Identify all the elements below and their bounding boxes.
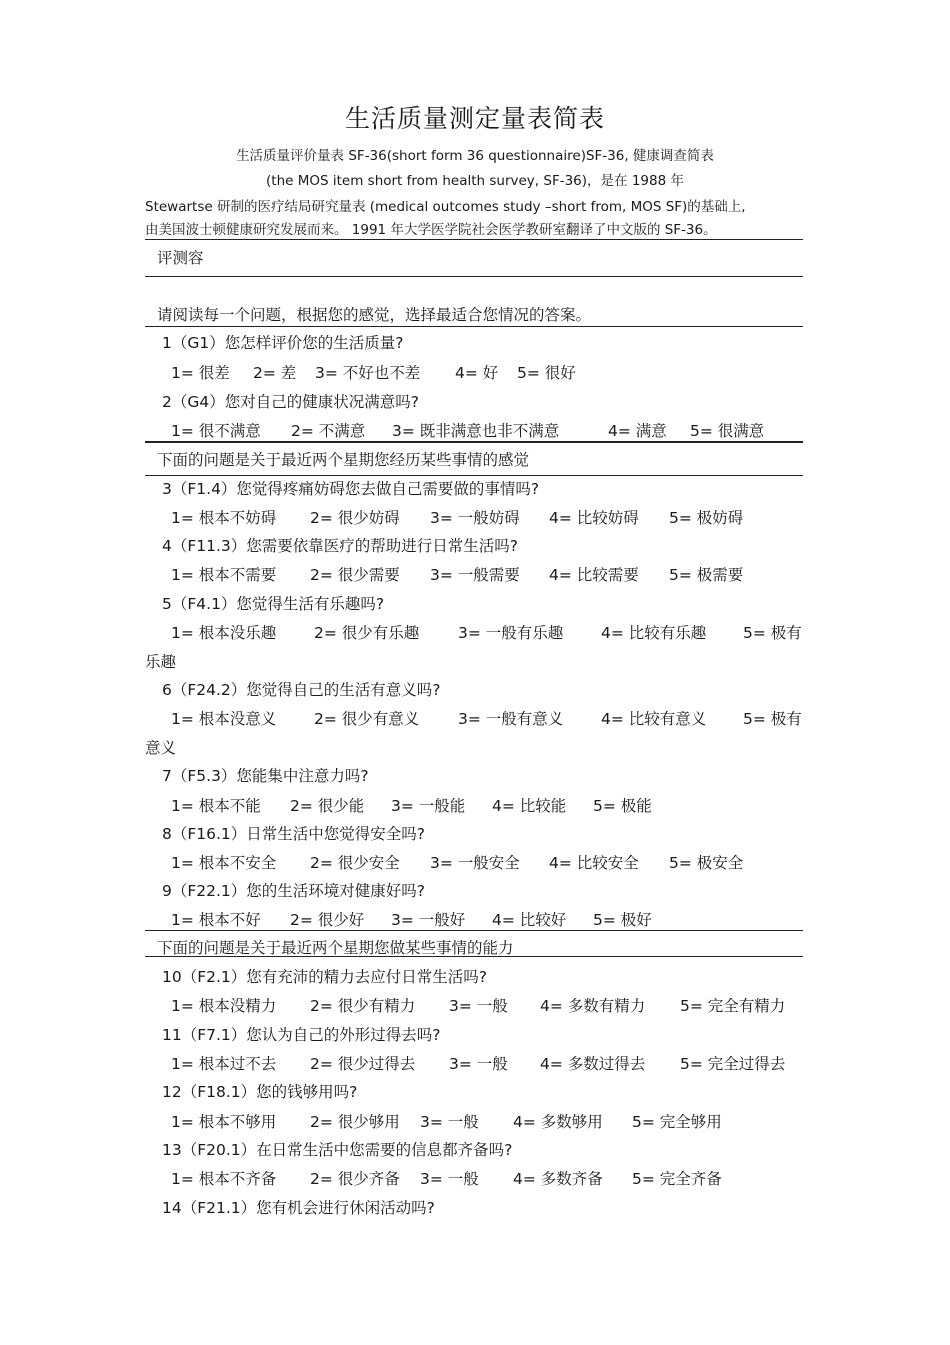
intro-line-2: (the MOS item short from health survey, SF-36)，是在 1988 年 <box>266 173 684 189</box>
divider <box>145 475 803 476</box>
option: 1= 根本没意义 <box>171 710 277 728</box>
question-4: 4（F11.3）您需要依靠医疗的帮助进行日常生活吗? <box>162 537 519 555</box>
divider <box>145 276 803 277</box>
option: 2= 很少有精力 <box>310 997 416 1015</box>
option: 3= 一般妨碍 <box>430 509 520 527</box>
option: 3= 一般安全 <box>430 854 520 872</box>
option: 3= 一般好 <box>391 911 466 929</box>
intro-line-3: Stewartse 研制的医疗结局研究量表 (medical outcomes study –short from, MOS SF)的基础上, <box>145 199 746 215</box>
option: 1= 根本不需要 <box>171 566 277 584</box>
option: 3= 既非满意也非不满意 <box>392 422 560 440</box>
option: 4= 比较好 <box>492 911 567 929</box>
option: 2= 很少安全 <box>310 854 400 872</box>
option: 4= 比较有意义 <box>601 710 707 728</box>
option: 1= 根本没乐趣 <box>171 624 277 642</box>
option: 5= 很好 <box>517 364 576 382</box>
option: 5= 完全够用 <box>632 1113 722 1131</box>
divider <box>145 326 803 327</box>
option: 1= 根本不够用 <box>171 1113 277 1131</box>
option: 4= 比较有乐趣 <box>601 624 707 642</box>
question-9: 9（F22.1）您的生活环境对健康好吗? <box>162 882 426 900</box>
option: 1= 很不满意 <box>171 422 261 440</box>
option: 4= 好 <box>455 364 499 382</box>
option: 4= 比较能 <box>492 797 567 815</box>
question-7: 7（F5.3）您能集中注意力吗? <box>162 767 369 785</box>
option: 3= 一般 <box>420 1113 479 1131</box>
option: 2= 很少有乐趣 <box>314 624 420 642</box>
option: 4= 多数够用 <box>513 1113 603 1131</box>
question-1: 1（G1）您怎样评价您的生活质量? <box>162 334 404 352</box>
question-5: 5（F4.1）您觉得生活有乐趣吗? <box>162 595 385 613</box>
option: 5= 极安全 <box>669 854 744 872</box>
option: 4= 多数过得去 <box>540 1055 646 1073</box>
intro-line-4: 由美国波士顿健康研究发展而来。 1991 年大学医学院社会医学教研室翻译了中文版的 SF-36。 <box>145 222 717 238</box>
option: 2= 很少齐备 <box>310 1170 400 1188</box>
option: 5= 极有 <box>743 710 802 728</box>
option: 2= 很少妨碍 <box>310 509 400 527</box>
option: 5= 极妨碍 <box>669 509 744 527</box>
option: 4= 比较需要 <box>549 566 639 584</box>
option: 3= 不好也不差 <box>315 364 421 382</box>
question-13: 13（F20.1）在日常生活中您需要的信息都齐备吗? <box>162 1141 513 1159</box>
question-10: 10（F2.1）您有充沛的精力去应付日常生活吗? <box>162 968 488 986</box>
question-6: 6（F24.2）您觉得自己的生活有意义吗? <box>162 681 441 699</box>
option: 3= 一般需要 <box>430 566 520 584</box>
section-heading-feelings: 下面的问题是关于最近两个星期您经历某些事情的感觉 <box>157 451 530 469</box>
option: 5= 完全过得去 <box>680 1055 786 1073</box>
option: 5= 很满意 <box>690 422 765 440</box>
question-3: 3（F1.4）您觉得疼痛妨碍您去做自己需要做的事情吗? <box>162 480 540 498</box>
option: 5= 极有 <box>743 624 802 642</box>
instruction-text: 请阅读每一个问题，根据您的感觉，选择最适合您情况的答案。 <box>157 306 592 324</box>
question-8: 8（F16.1）日常生活中您觉得安全吗? <box>162 825 426 843</box>
option: 2= 不满意 <box>291 422 366 440</box>
question-2: 2（G4）您对自己的健康状况满意吗? <box>162 393 419 411</box>
option: 3= 一般有乐趣 <box>458 624 564 642</box>
question-5-wrap: 乐趣 <box>145 653 177 671</box>
option: 2= 很少好 <box>290 911 365 929</box>
option: 4= 满意 <box>608 422 667 440</box>
question-14: 14（F21.1）您有机会进行休闲活动吗? <box>162 1199 435 1217</box>
option: 1= 根本不齐备 <box>171 1170 277 1188</box>
option: 5= 极能 <box>593 797 652 815</box>
divider <box>145 239 803 240</box>
option: 5= 完全齐备 <box>632 1170 722 1188</box>
option: 5= 极好 <box>593 911 652 929</box>
option: 3= 一般 <box>449 1055 508 1073</box>
option: 2= 很少能 <box>290 797 365 815</box>
page-title: 生活质量测定量表简表 <box>344 104 605 133</box>
option: 2= 很少需要 <box>310 566 400 584</box>
section-label: 评测容 <box>157 249 204 267</box>
option: 1= 根本不能 <box>171 797 261 815</box>
option: 1= 根本不好 <box>171 911 261 929</box>
option: 3= 一般有意义 <box>458 710 564 728</box>
option: 1= 根本过不去 <box>171 1055 277 1073</box>
option: 5= 完全有精力 <box>680 997 786 1015</box>
question-12: 12（F18.1）您的钱够用吗? <box>162 1083 358 1101</box>
option: 1= 很差 <box>171 364 230 382</box>
option: 4= 多数齐备 <box>513 1170 603 1188</box>
option: 1= 根本不安全 <box>171 854 277 872</box>
question-11: 11（F7.1）您认为自己的外形过得去吗? <box>162 1026 441 1044</box>
option: 4= 多数有精力 <box>540 997 646 1015</box>
intro-line-1: 生活质量评价量表 SF-36(short form 36 questionnaire)SF-36, 健康调查简表 <box>236 148 714 164</box>
option: 2= 差 <box>253 364 297 382</box>
option: 5= 极需要 <box>669 566 744 584</box>
option: 2= 很少过得去 <box>310 1055 416 1073</box>
option: 4= 比较安全 <box>549 854 639 872</box>
divider <box>145 441 803 443</box>
option: 3= 一般 <box>420 1170 479 1188</box>
option: 3= 一般 <box>449 997 508 1015</box>
divider <box>145 930 803 931</box>
section-heading-ability: 下面的问题是关于最近两个星期您做某些事情的能力 <box>157 939 514 957</box>
option: 2= 很少够用 <box>310 1113 400 1131</box>
divider <box>145 956 803 957</box>
option: 3= 一般能 <box>391 797 466 815</box>
question-6-wrap: 意义 <box>145 739 177 757</box>
option: 1= 根本不妨碍 <box>171 509 277 527</box>
option: 2= 很少有意义 <box>314 710 420 728</box>
option: 4= 比较妨碍 <box>549 509 639 527</box>
option: 1= 根本没精力 <box>171 997 277 1015</box>
